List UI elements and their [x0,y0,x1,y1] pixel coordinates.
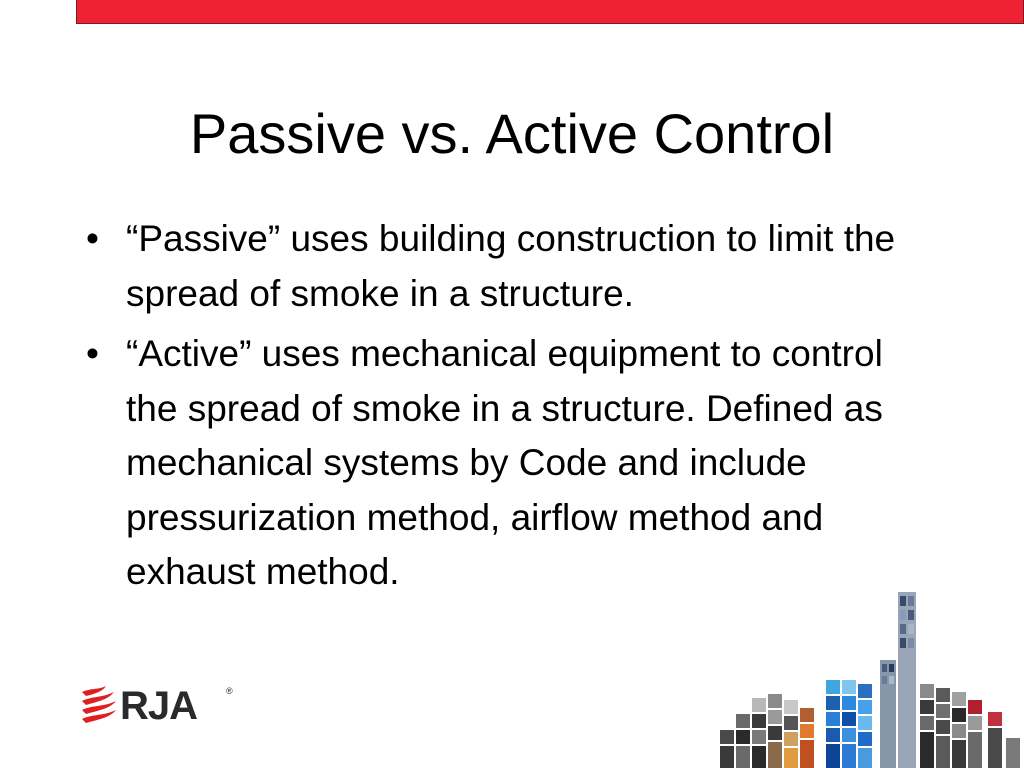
logo-wordmark: RJA [120,684,198,728]
registered-mark: ® [226,686,233,696]
slide-title: Passive vs. Active Control [189,102,835,165]
bullet-text: “Active” uses mechanical equipment to control the spread of smoke in a structure. Defined as mechanical systems by Code and include pressurization method, airflow method and exhaust method. [126,333,883,592]
city-skyline-mosaic [716,588,1024,768]
flame-stripes-icon [80,682,120,726]
bullet-item [86,327,926,600]
top-accent-bar [76,0,1024,24]
bullet-marker: • [86,333,99,374]
bullet-list [86,212,926,606]
company-logo [80,682,240,732]
bullet-text: “Passive” uses building construction to limit the spread of smoke in a structure. [126,218,896,314]
bullet-item [86,212,926,321]
bullet-marker: • [86,218,99,259]
